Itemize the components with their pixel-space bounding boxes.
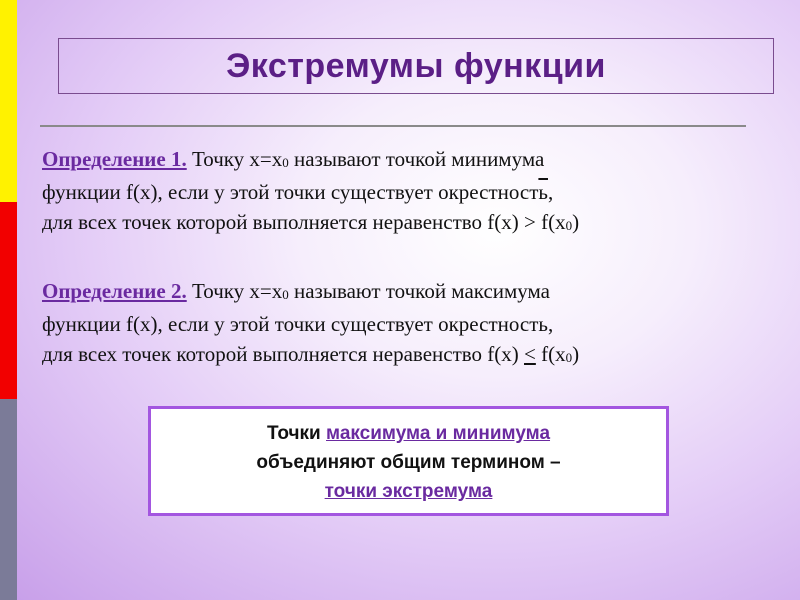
definition-2-line-1: Определение 2. Точку x=x0 называют точкой максимума (42, 279, 550, 303)
definition-2-line-3: для всех точек которой выполняется неравенство f(x) < f(x0) (42, 342, 580, 366)
less-or-equal-sign: < (524, 342, 536, 366)
left-stripe-grey (0, 399, 17, 600)
definition-1-line-1: Определение 1. Точку x=x0 называют точкой минимума (42, 147, 545, 171)
summary-line-2: объединяют общим термином – (256, 452, 561, 473)
definition-1-line-2: функции f(x), если у этой точки существует окрестность, (42, 180, 554, 204)
left-stripe-yellow (0, 0, 17, 202)
greater-than-sign: > (524, 210, 536, 234)
horizontal-rule (40, 125, 746, 127)
summary-line-3 (151, 477, 666, 506)
summary-box (148, 406, 669, 516)
definition-2-label: Определение 2. (42, 279, 187, 303)
title-box (58, 38, 774, 94)
summary-link-max-min[interactable]: максимума и минимума (326, 423, 551, 444)
summary-line-1: Точки максимума и минимума (266, 423, 551, 444)
definition-1-label: Определение 1. (42, 147, 187, 171)
definition-2-line-2: функции f(x), если у этой точки существует окрестность, (42, 312, 554, 336)
slide-title: Экстремумы функции (226, 46, 606, 85)
left-stripe-red (0, 202, 17, 399)
definition-2 (42, 276, 772, 372)
definition-1 (42, 144, 772, 240)
definition-1-line-3: для всех точек которой выполняется неравенство f(x) > f(x0) (42, 210, 580, 234)
summary-link-extremum[interactable]: точки экстремума (324, 481, 493, 502)
